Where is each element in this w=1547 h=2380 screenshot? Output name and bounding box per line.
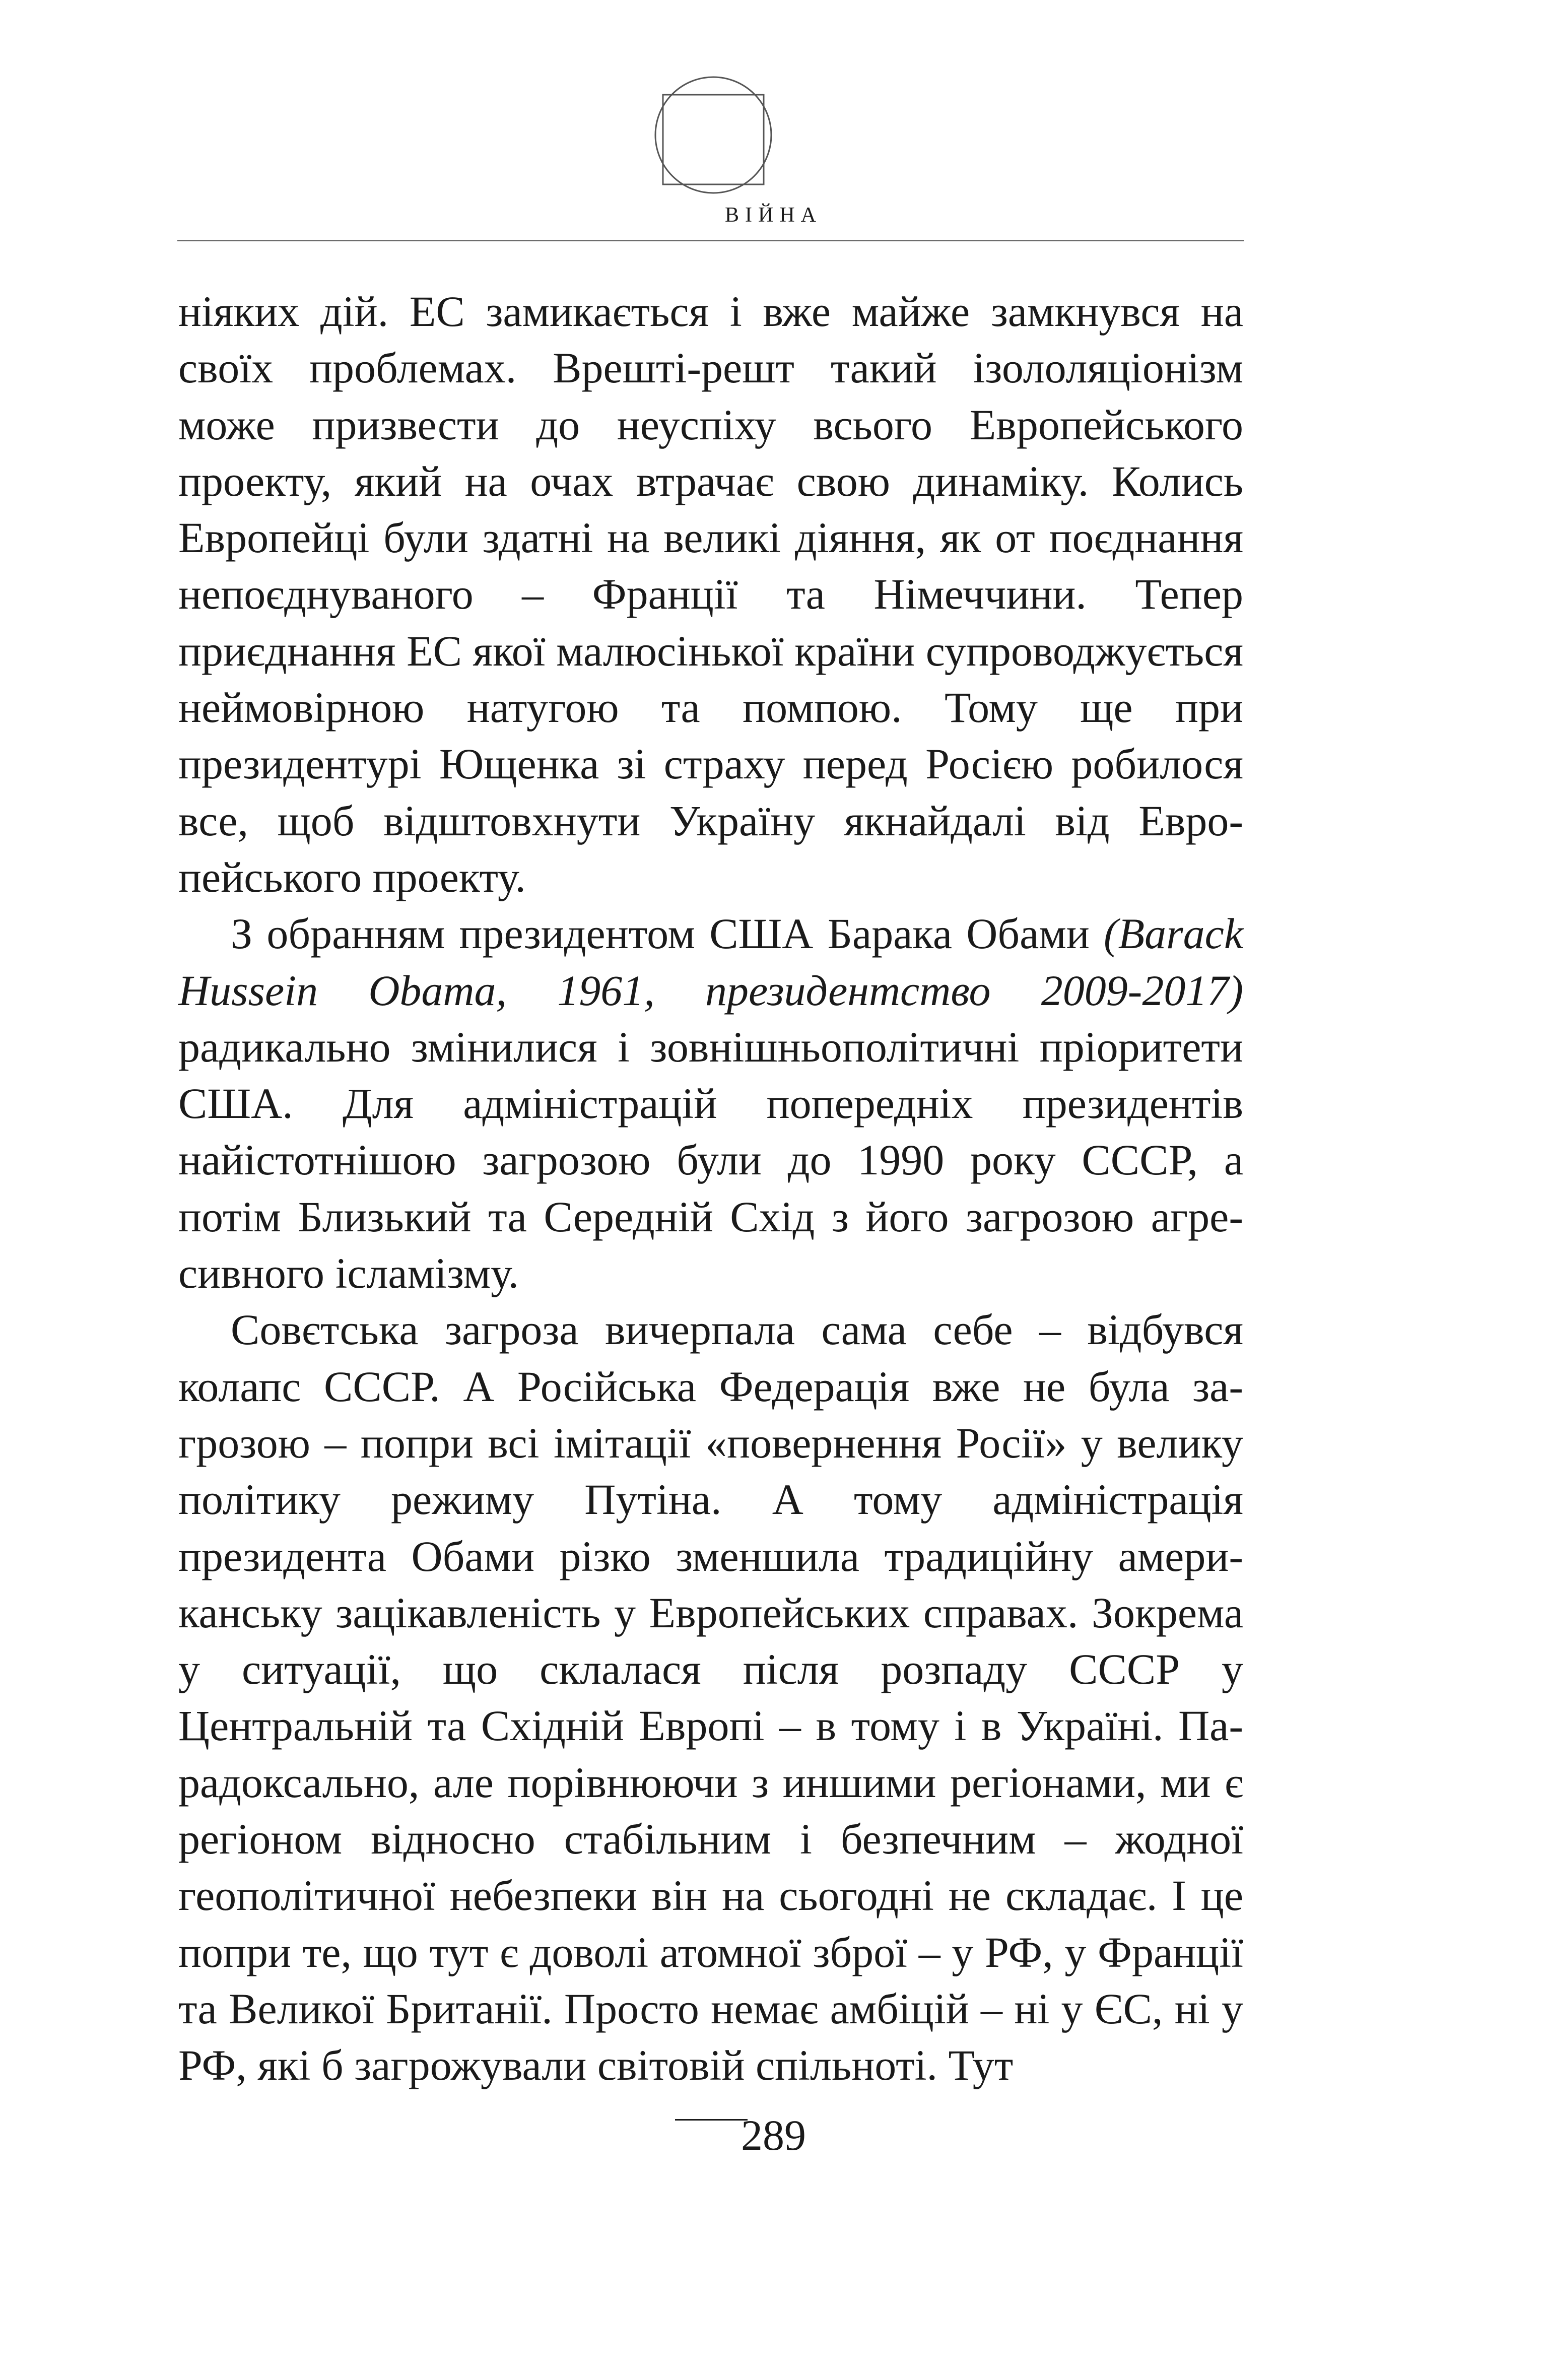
obama-dates-italic: (Barack Hussein Obama, 1961, президентство 2009-2017) — [178, 909, 1243, 1015]
page-number: 289 — [741, 2111, 806, 2159]
paragraph-2-end: радикально змінилися і зовнішньополітичні пріоритети США. Для адміністрацій попередніх президентів найістотнішою загрозою були до 1990 року СССР, а потім Близький та Середній Схід з його загрозою агресивного ісламізму. — [178, 1022, 1243, 1298]
paragraph-1: ніяких дій. ЕС замикається і вже майже замкнувся на своїх проблемах. Врешті-решт такий ізололяціонізм може призвести до неуспіху всього Европейського проекту, який на очах втрачає свою динаміку. Колись Европейці були здатні на великі діяння, як от поєднання непоєднуваного – Франції та Німеччини. Тепер приєднання ЕС якої малюсінької країни супроводжується неймовірною натугою та помпою. Тому ще при президентурі Ющенка зі страху перед Росією робилося все, щоб відштовхнути Україну якнайдалі від Европейського проекту. — [178, 287, 1243, 901]
paragraph-3: Совєтська загроза вичерпала сама себе – відбувся колапс СССР. А Російська Федерація вже не була загрозою – попри всі імітації «повернення Росії» у велику політику режиму Путіна. А тому адміністрація президента Обами різко зменшила традиційну американську зацікавленість у Европейських справах. Зокрема у ситуації, що склалася після розпаду СССР у Центральній та Східній Европі – в тому і в Україні. Парадоксально, але порівнюючи з иншими регіонами, ми є регіоном відносно стабільним і безпечним – жодної геополітичної небезпеки він на сьогодні не складає. І це попри те, що тут є доволі атомної зброї – у РФ, у Франції та Великої Британії. Просто немає амбіцій – ні у ЄС, ні у РФ, які б загрожували світовій спільноті. Тут — [178, 1305, 1243, 2090]
main-text — [178, 283, 1243, 2094]
header-rule — [177, 240, 1244, 241]
paragraph-2 — [178, 905, 1243, 1301]
running-title: ВІЙНА — [725, 204, 822, 227]
paragraph-2-start: З обранням президентом США Барака Обами — [231, 909, 1104, 958]
circle-square-emblem-icon — [654, 76, 773, 194]
